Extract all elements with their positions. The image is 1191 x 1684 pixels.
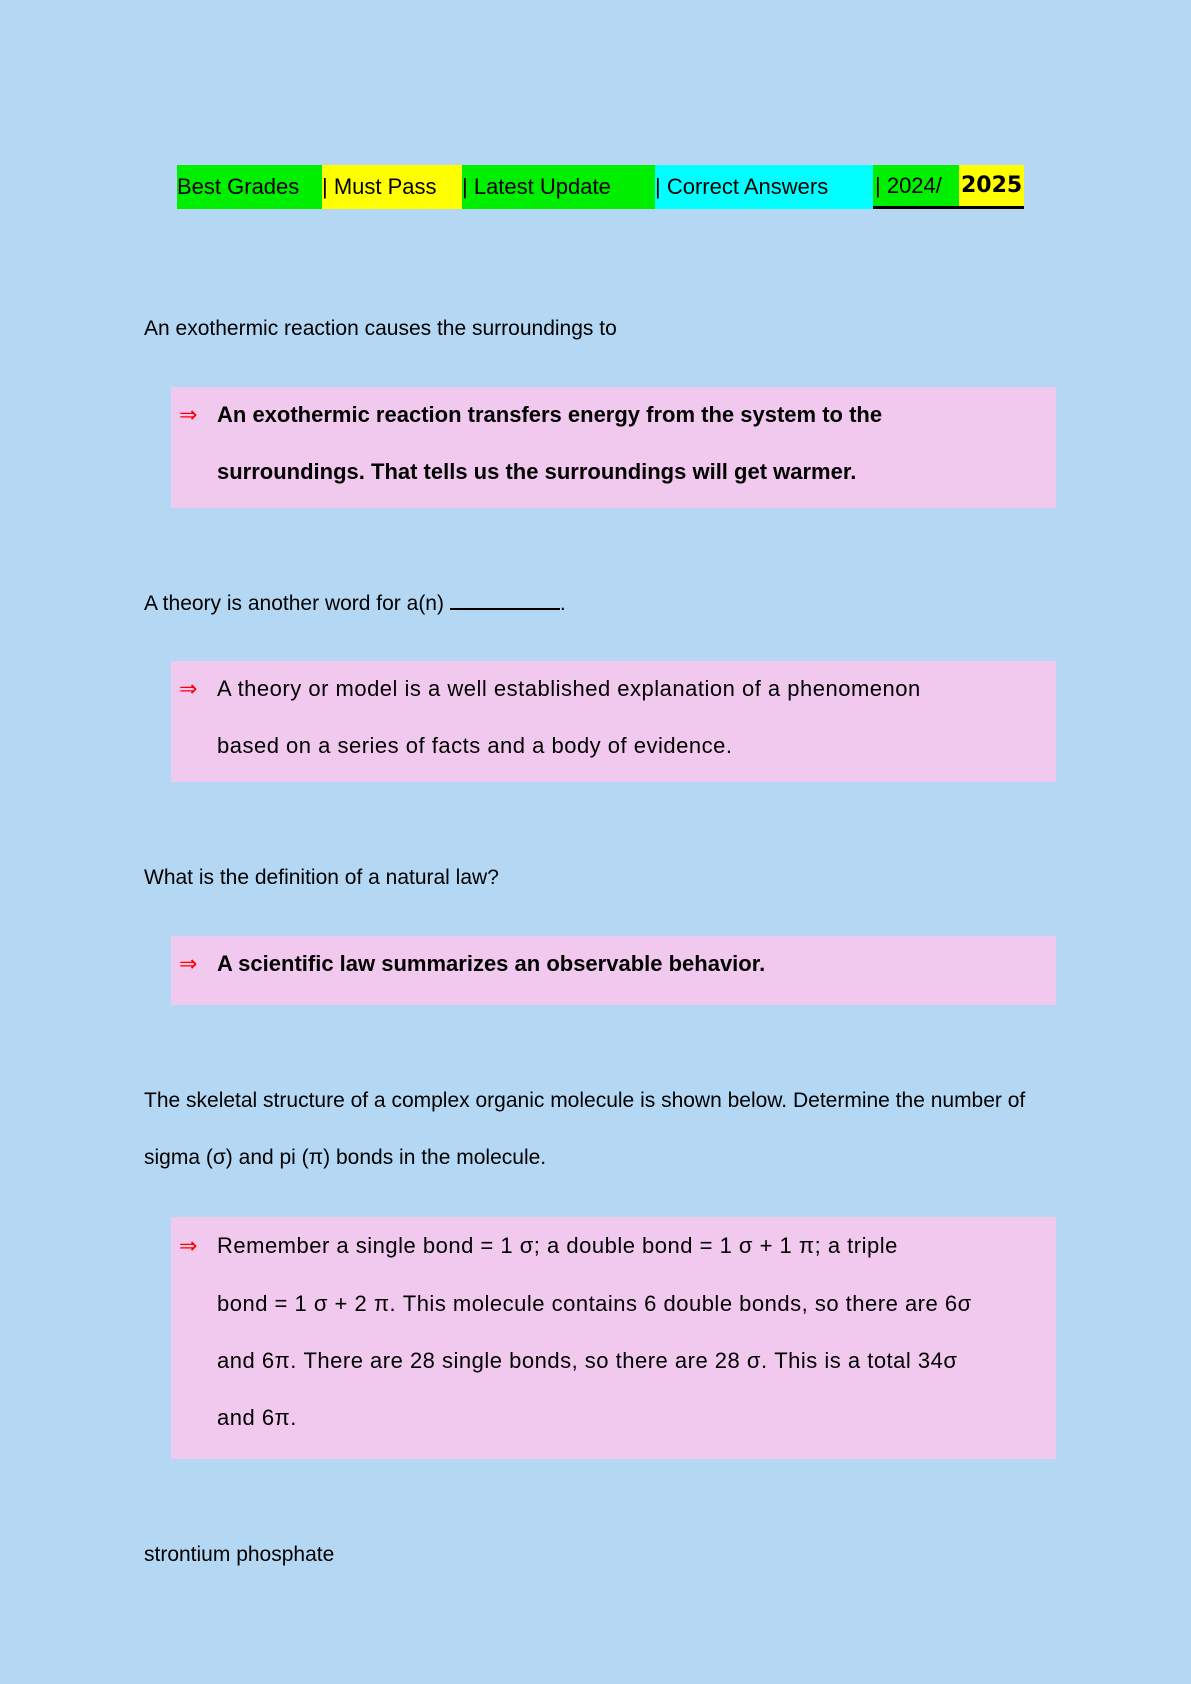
answer-4-line-1 xyxy=(179,1217,1056,1275)
answer-4-line-2 xyxy=(179,1275,1056,1332)
answer-3 xyxy=(171,936,1056,1005)
answer-2-text-2: based on a series of facts and a body of evidence. xyxy=(217,733,733,758)
question-1 xyxy=(144,300,1064,357)
banner-year-start xyxy=(873,165,959,209)
question-4-line-1: The skeletal structure of a complex organic molecule is shown below. Determine the number of xyxy=(144,1089,1026,1112)
answer-3-line-1 xyxy=(179,936,1056,993)
question-2 xyxy=(144,575,1064,632)
answer-4-text-1: Remember a single bond = 1 σ; a double bond = 1 σ + 1 π; a triple xyxy=(217,1233,898,1258)
question-2-suffix: . xyxy=(559,592,566,615)
banner-best-grades xyxy=(177,165,322,209)
question-1-text: An exothermic reaction causes the surroundings to xyxy=(144,317,617,340)
banner-must-pass-text: | Must Pass xyxy=(322,174,437,199)
answer-3-text-1: A scientific law summarizes an observable behavior. xyxy=(217,951,766,976)
arrow-right-icon: ⇒ xyxy=(179,952,198,977)
answer-4-line-3 xyxy=(179,1332,1056,1389)
question-3 xyxy=(144,849,1064,906)
answer-2 xyxy=(171,661,1056,782)
answer-4-text-4: and 6π. xyxy=(217,1405,297,1430)
arrow-right-icon: ⇒ xyxy=(179,1234,198,1259)
question-4-line-2: sigma (σ) and pi (π) bonds in the molecule. xyxy=(144,1146,547,1169)
question-2-text: A theory is another word for a(n) xyxy=(144,592,444,615)
question-4 xyxy=(144,1072,1064,1186)
arrow-right-icon: ⇒ xyxy=(179,403,198,428)
answer-4-line-4 xyxy=(179,1389,1056,1446)
header-banner xyxy=(177,165,1024,209)
answer-4 xyxy=(171,1217,1056,1459)
arrow-right-icon: ⇒ xyxy=(179,677,198,702)
banner-correct-answers-text: | Correct Answers xyxy=(655,174,829,199)
banner-latest-update-text: | Latest Update xyxy=(462,174,611,199)
answer-2-text-1: A theory or model is a well established explanation of a phenomenon xyxy=(217,676,921,701)
banner-correct-answers xyxy=(655,165,873,209)
answer-1 xyxy=(171,387,1056,508)
banner-year-start-text: | 2024/ xyxy=(875,172,942,198)
banner-year-end-text: 2025 xyxy=(961,173,1023,198)
answer-1-line-2 xyxy=(179,444,1056,500)
banner-latest-update xyxy=(462,165,655,209)
answer-1-line-1 xyxy=(179,387,1056,444)
question-5 xyxy=(144,1526,1064,1583)
answer-1-text-1: An exothermic reaction transfers energy from the system to the xyxy=(217,402,883,427)
question-5-text: strontium phosphate xyxy=(144,1543,335,1566)
banner-year-end xyxy=(959,165,1024,209)
banner-must-pass xyxy=(322,165,462,209)
fill-in-blank xyxy=(450,590,560,610)
answer-4-text-2: bond = 1 σ + 2 π. This molecule contains 6 double bonds, so there are 6σ xyxy=(217,1291,972,1316)
question-3-text: What is the definition of a natural law? xyxy=(144,866,499,889)
answer-4-text-3: and 6π. There are 28 single bonds, so there are 28 σ. This is a total 34σ xyxy=(217,1348,958,1373)
answer-2-line-1 xyxy=(179,661,1056,718)
answer-2-line-2 xyxy=(179,718,1056,774)
answer-1-text-2: surroundings. That tells us the surroundings will get warmer. xyxy=(217,459,857,484)
banner-best-grades-text: Best Grades xyxy=(177,174,300,199)
